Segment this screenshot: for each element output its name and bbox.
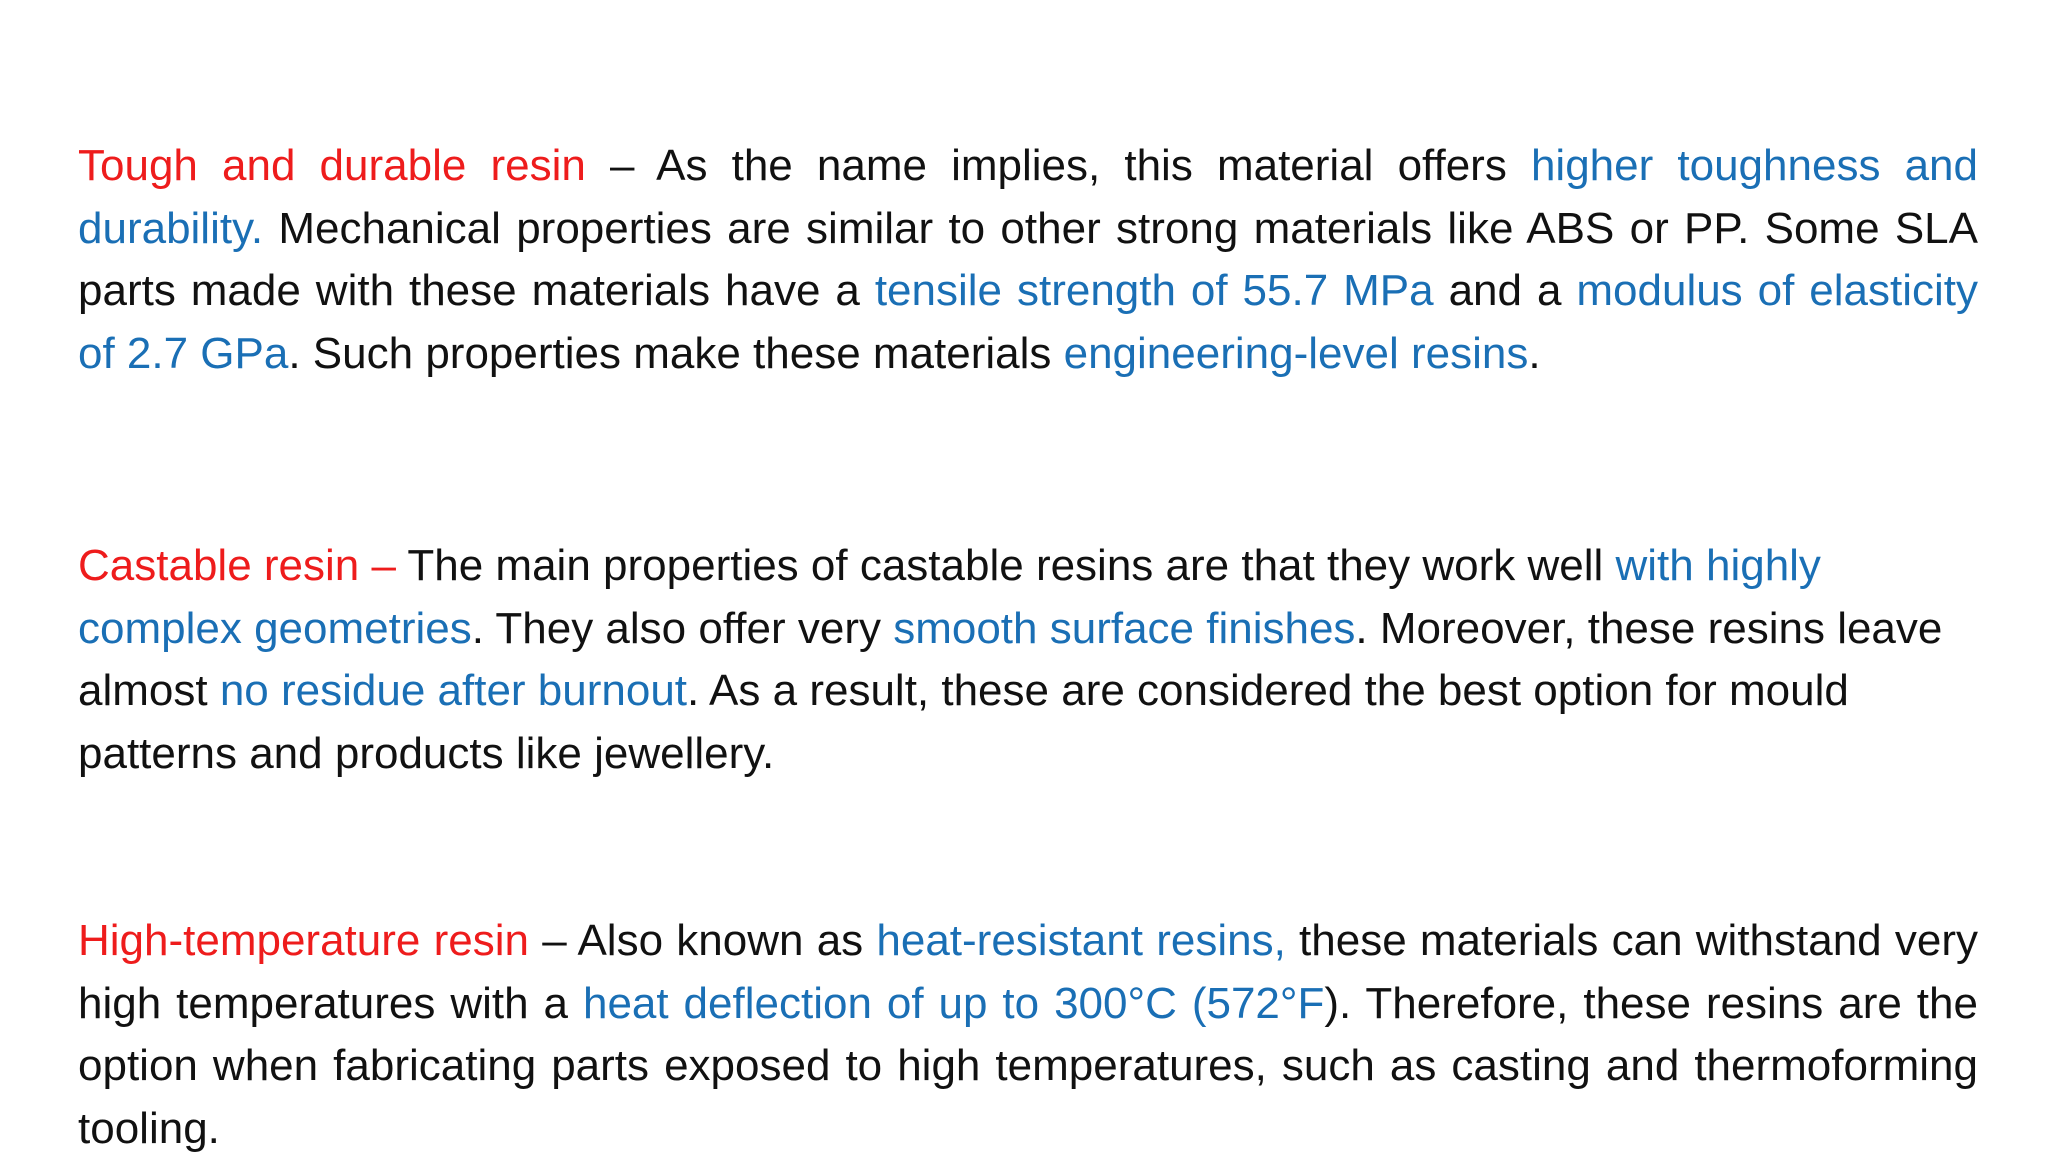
body-text: . [1528, 328, 1541, 378]
body-text: and a [1433, 266, 1577, 315]
highlight-text: tensile strength of 55.7 MPa [874, 266, 1434, 315]
body-text: Mechanical properties are similar to other strong materials like ABS or PP. Some SLA parts made with these materials have a [78, 203, 1978, 315]
highlight-text: smooth surface finishes [893, 603, 1356, 653]
body-text: these materials can withstand very high temperatures with a [78, 916, 1978, 1028]
body-text: ). Therefore, these resins are the option when fabricating parts exposed to high temperatures, such as casting and thermoforming tooling. [78, 978, 1978, 1153]
term-heading: Tough and durable resin [78, 141, 586, 190]
term-heading: Castable resin – [78, 541, 408, 590]
highlight-text: higher toughness and durability. [78, 141, 1978, 253]
highlight-text: heat-resistant resins, [876, 916, 1286, 965]
body-text: . Moreover, these resins leave almost [78, 603, 1943, 715]
body-text: The main properties of castable resins are that they work well [407, 541, 1616, 590]
paragraph-tough-durable-resin [78, 135, 1978, 385]
highlight-text: engineering-level resins [1063, 328, 1529, 378]
body-text: . Such properties make these materials [288, 328, 1064, 378]
term-heading: High-temperature resin [78, 916, 529, 965]
body-text: – Also known as [528, 916, 877, 965]
body-text: . They also offer very [471, 603, 894, 653]
paragraph-high-temperature-resin [78, 910, 1978, 1160]
highlight-text: modulus of elasticity of 2.7 GPa [78, 266, 1979, 378]
body-text: – As the name implies, this material offers [585, 141, 1531, 190]
highlight-text: no residue after burnout [219, 666, 688, 715]
highlight-text: with highly complex geometries [78, 541, 1821, 653]
paragraph-castable-resin [78, 535, 1978, 785]
body-text: . As a result, these are considered the best option for mould patterns and products like jewellery. [78, 666, 1849, 778]
highlight-text: heat deflection of up to 300°C (572°F [582, 978, 1325, 1028]
